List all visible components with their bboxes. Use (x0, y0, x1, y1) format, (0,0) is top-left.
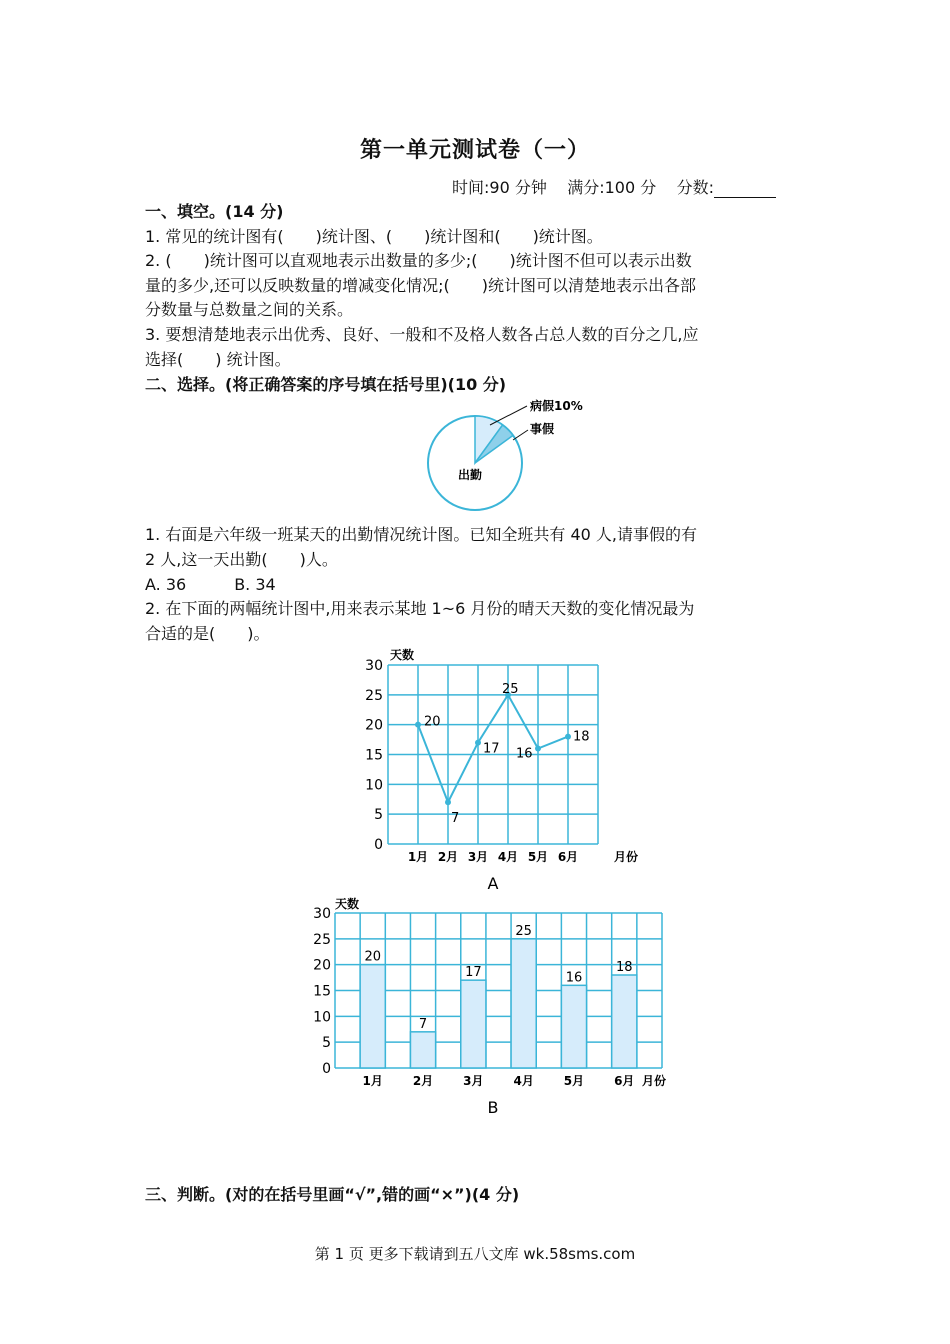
section2-heading: 二、选择。(将正确答案的序号填在括号里)(10 分) (145, 375, 507, 394)
x-tick-label: 2月 (437, 850, 459, 864)
section1-heading: 一、填空。(14 分) (145, 202, 284, 221)
x-tick-label: 2月 (412, 1074, 434, 1088)
x-axis-label: 月份 (642, 1074, 667, 1088)
y-tick-label: 30 (365, 658, 383, 674)
y-tick-label: 25 (365, 687, 383, 704)
data-label: 25 (515, 923, 532, 939)
data-label: 25 (502, 681, 519, 697)
question-line: 合适的是( )。 (145, 624, 270, 643)
pie-label-attendance: 出勤 (458, 468, 483, 482)
x-tick-label: 6月 (614, 1074, 635, 1088)
question-line: 2. 在下面的两幅统计图中,用来表示某地 1~6 月份的晴天天数的变化情况最为 (145, 599, 695, 618)
x-axis-label: 月份 (614, 850, 639, 864)
x-tick-label: 4月 (513, 1074, 534, 1088)
bar (410, 1032, 435, 1068)
x-tick-label: 3月 (467, 850, 489, 864)
data-label: 17 (465, 965, 482, 981)
bar (360, 965, 385, 1068)
data-point (445, 799, 451, 805)
question-line: 分数量与总数量之间的关系。 (145, 300, 354, 319)
y-axis-label: 天数 (335, 897, 360, 911)
leader-line (513, 430, 528, 440)
y-tick-label: 15 (313, 983, 331, 1000)
x-tick-label: 5月 (563, 1074, 585, 1088)
y-tick-label: 25 (313, 931, 331, 948)
y-tick-label: 30 (313, 906, 331, 922)
y-tick-label: 20 (313, 957, 331, 974)
data-label: 7 (418, 1016, 428, 1032)
data-label: 20 (364, 949, 382, 965)
leader-line (490, 406, 527, 425)
score-blank[interactable] (714, 181, 776, 198)
page-title: 第一单元测试卷（一） (359, 137, 590, 163)
data-label: 16 (565, 970, 583, 986)
bar (561, 985, 586, 1068)
x-tick-label: 3月 (463, 1074, 484, 1088)
data-label: 16 (516, 746, 533, 762)
question-line: 2 人,这一天出勤( )人。 (145, 550, 338, 569)
bar-chart-b (305, 893, 685, 1125)
y-tick-label: 0 (374, 837, 383, 853)
x-tick-label: 1月 (362, 1074, 383, 1088)
exam-meta (452, 175, 776, 198)
attendance-pie-chart (420, 395, 583, 520)
data-point (565, 734, 571, 740)
line-chart-a (355, 645, 665, 900)
question-line: 3. 要想清楚地表示出优秀、良好、一般和不及格人数各占总人数的百分之几,应 (145, 325, 699, 344)
question-line: 2. ( )统计图可以直观地表示出数量的多少;( )统计图不但可以表示出数 (145, 251, 692, 270)
data-point (475, 740, 481, 746)
x-tick-label: 1月 (407, 850, 429, 864)
x-tick-label: 5月 (527, 850, 549, 864)
y-tick-label: 20 (365, 717, 383, 734)
question-line: 量的多少,还可以反映数量的增减变化情况;( )统计图可以清楚地表示出各部 (145, 276, 696, 295)
time-label: 时间:90 分钟 (452, 178, 547, 197)
chart-caption: B (487, 1098, 499, 1117)
y-tick-label: 10 (365, 777, 383, 794)
y-tick-label: 5 (374, 807, 383, 824)
y-tick-label: 10 (313, 1009, 331, 1026)
data-label: 20 (424, 714, 441, 730)
data-label: 7 (451, 811, 460, 827)
data-label: 17 (483, 741, 500, 757)
full-score-label: 满分:100 分 (567, 178, 657, 197)
score-label: 分数: (676, 178, 714, 197)
bar (461, 980, 486, 1068)
section3-heading: 三、判断。(对的在括号里画“√”,错的画“×”)(4 分) (145, 1185, 520, 1204)
x-tick-label: 4月 (497, 850, 519, 864)
answer-options: A. 36 B. 34 (145, 575, 276, 594)
data-label: 18 (615, 960, 633, 975)
y-tick-label: 5 (322, 1035, 331, 1052)
x-tick-label: 6月 (557, 850, 579, 864)
page-footer: 第 1 页 更多下载请到五八文库 wk.58sms.com (314, 1245, 636, 1263)
y-axis-label: 天数 (390, 648, 415, 662)
question-line: 选择( ) 统计图。 (145, 350, 291, 369)
question-line: 1. 常见的统计图有( )统计图、( )统计图和( )统计图。 (145, 227, 603, 246)
chart-caption: A (487, 874, 499, 893)
y-tick-label: 0 (322, 1061, 331, 1077)
data-point (415, 722, 421, 728)
bar (511, 939, 536, 1068)
data-point (535, 746, 541, 752)
pie-label-personal: 事假 (530, 422, 555, 436)
data-label: 18 (573, 729, 590, 745)
bar (612, 975, 637, 1068)
question-line: 1. 右面是六年级一班某天的出勤情况统计图。已知全班共有 40 人,请事假的有 (145, 525, 697, 544)
pie-label-sick: 病假10% (530, 399, 583, 413)
y-tick-label: 15 (365, 747, 383, 764)
